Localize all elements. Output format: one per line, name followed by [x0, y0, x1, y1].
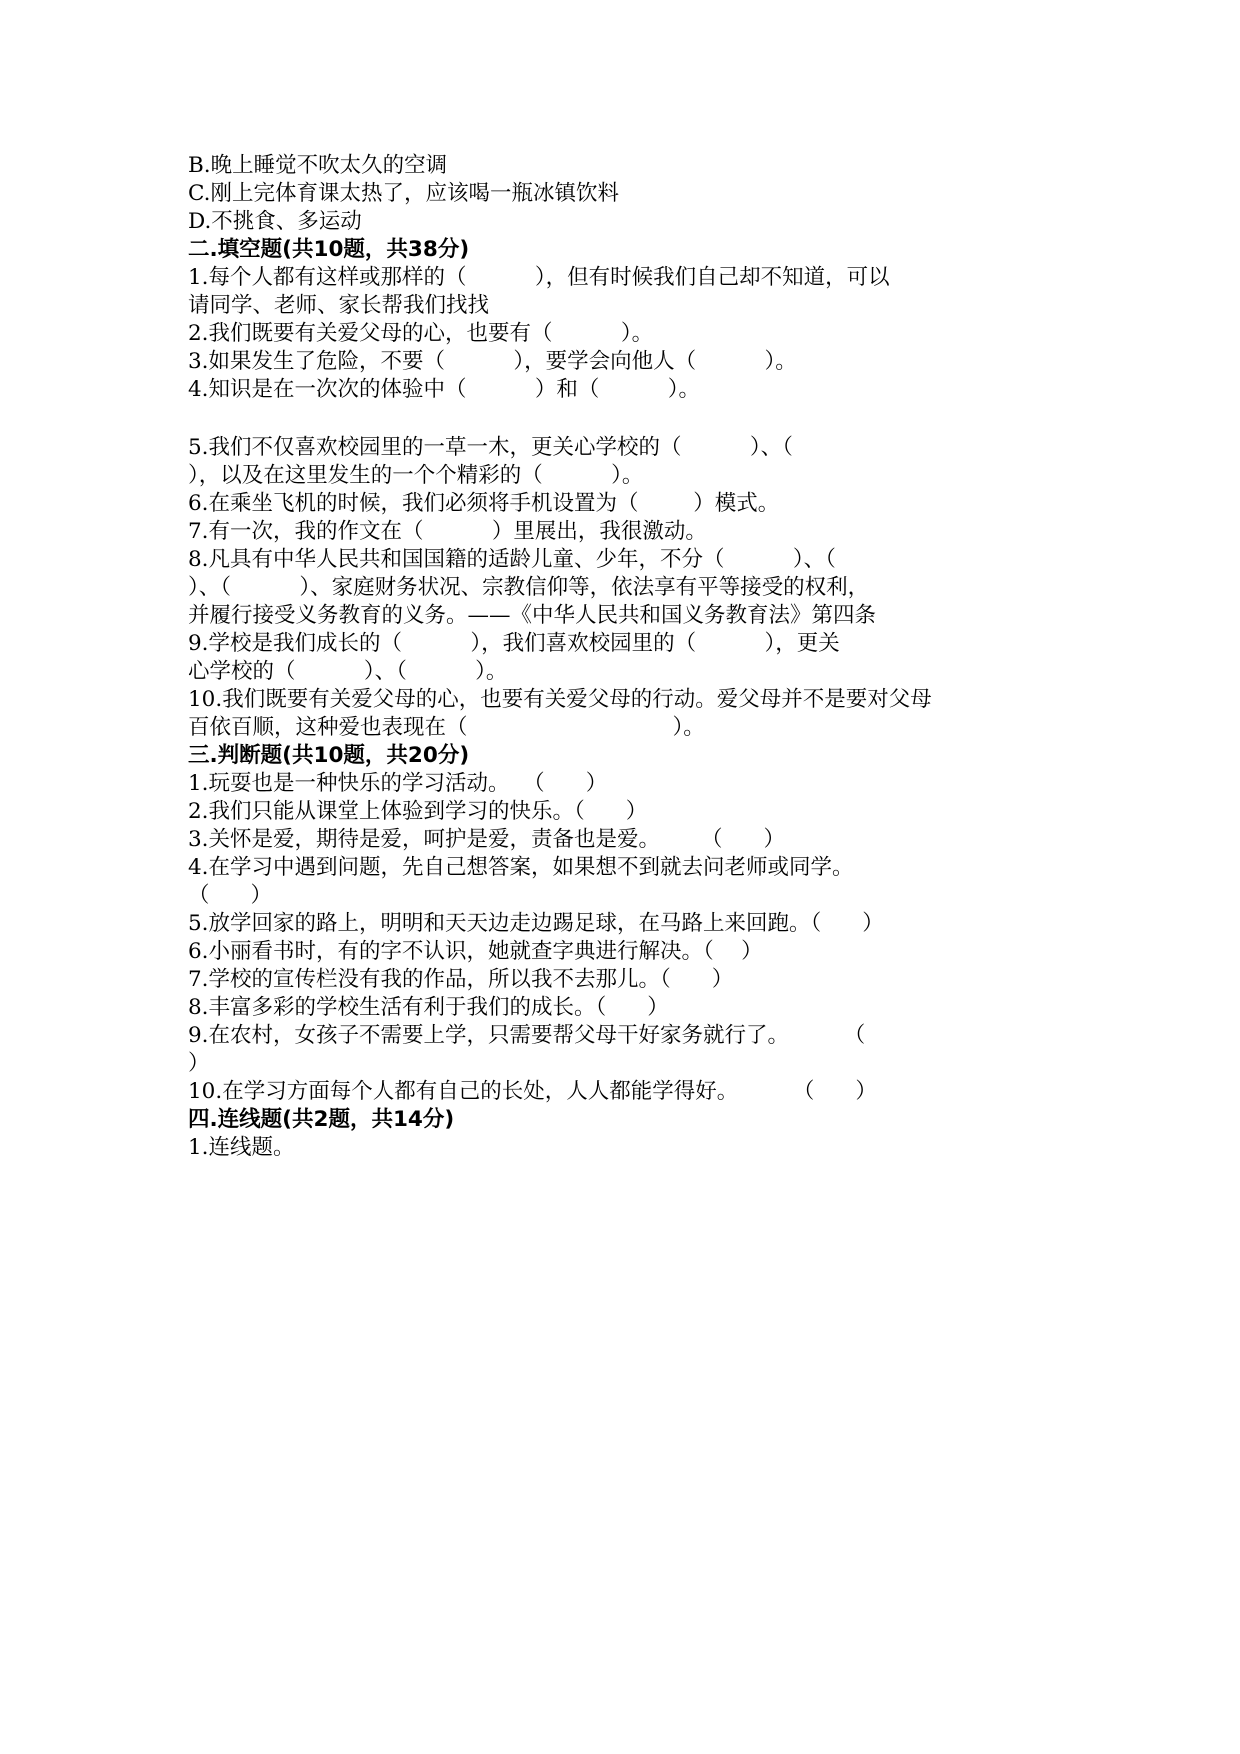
question-line: 10.在学习方面每个人都有自己的长处，人人都能学得好。 （ ）	[188, 1079, 877, 1104]
question-line: 8.凡具有中华人民共和国国籍的适龄儿童、少年，不分（ ）、（	[188, 547, 836, 572]
section-fill-in-blank	[188, 236, 1068, 742]
question-line: 2.我们只能从课堂上体验到学习的快乐。（ ）	[188, 799, 648, 824]
question-line: 8.丰富多彩的学校生活有利于我们的成长。（ ）	[188, 995, 669, 1020]
question-line: 1.连线题。	[188, 1135, 295, 1160]
question-line: 心学校的（ ）、（ ）。	[188, 659, 508, 684]
question-line: ）、（ ）、家庭财务状况、宗教信仰等，依法享有平等接受的权利，	[188, 575, 870, 600]
section-matching	[188, 1106, 1068, 1162]
question-line: 9.在农村，女孩子不需要上学，只需要帮父母干好家务就行了。 （	[188, 1023, 866, 1048]
section-title-matching: 四.连线题(共2题，共14分)	[188, 1107, 455, 1132]
question-line: 5.我们不仅喜欢校园里的一草一木，更关心学校的（ ）、（	[188, 435, 793, 460]
question-line: 1.每个人都有这样或那样的（ ），但有时候我们自己却不知道，可以	[188, 265, 890, 290]
question-line: 并履行接受义务教育的义务。——《中华人民共和国义务教育法》第四条	[188, 603, 877, 628]
exam-content	[188, 152, 1068, 1162]
question-line: 7.学校的宣传栏没有我的作品，所以我不去那儿。（ ）	[188, 967, 734, 992]
question-line: 5.放学回家的路上，明明和天天边走边踢足球，在马路上来回跑。（ ）	[188, 911, 884, 936]
spacer	[188, 404, 1068, 434]
question-line: 3.关怀是爱，期待是爱，呵护是爱，责备也是爱。 （ ）	[188, 827, 786, 852]
question-line: （ ）	[188, 883, 273, 908]
question-line: ）	[188, 1051, 210, 1076]
choice-option-b: B.晚上睡觉不吹太久的空调	[188, 153, 448, 178]
question-line: 6.小丽看书时，有的字不认识，她就查字典进行解决。（ ）	[188, 939, 763, 964]
question-line: 4.在学习中遇到问题，先自己想答案，如果想不到就去问老师或同学。	[188, 855, 854, 880]
question-line: 3.如果发生了危险，不要（ ），要学会向他人（ ）。	[188, 349, 797, 374]
choice-option-c: C.刚上完体育课太热了，应该喝一瓶冰镇饮料	[188, 181, 620, 206]
question-line: 2.我们既要有关爱父母的心，也要有（ ）。	[188, 321, 654, 346]
choice-options	[188, 152, 1068, 236]
question-line: 请同学、老师、家长帮我们找找	[188, 293, 490, 318]
question-line: 10.我们既要有关爱父母的心，也要有关爱父母的行动。爱父母并不是要对父母	[188, 687, 932, 712]
question-line: ），以及在这里发生的一个个精彩的（ ）。	[188, 463, 644, 488]
question-line: 4.知识是在一次次的体验中（ ）和（ ）。	[188, 377, 700, 402]
choice-option-d: D.不挑食、多运动	[188, 209, 362, 234]
question-line: 6.在乘坐飞机的时候，我们必须将手机设置为（ ）模式。	[188, 491, 780, 516]
question-line: 7.有一次，我的作文在（ ）里展出，我很激动。	[188, 519, 707, 544]
section-title-true-false: 三.判断题(共10题，共20分)	[188, 743, 470, 768]
question-line: 百依百顺，这种爱也表现在（ ）。	[188, 715, 705, 740]
question-line: 1.玩耍也是一种快乐的学习活动。 （ ）	[188, 771, 608, 796]
section-title-fill-in-blank: 二.填空题(共10题，共38分)	[188, 237, 470, 262]
section-true-false	[188, 742, 1068, 1106]
question-line: 9.学校是我们成长的（ ），我们喜欢校园里的（ ），更关	[188, 631, 840, 656]
